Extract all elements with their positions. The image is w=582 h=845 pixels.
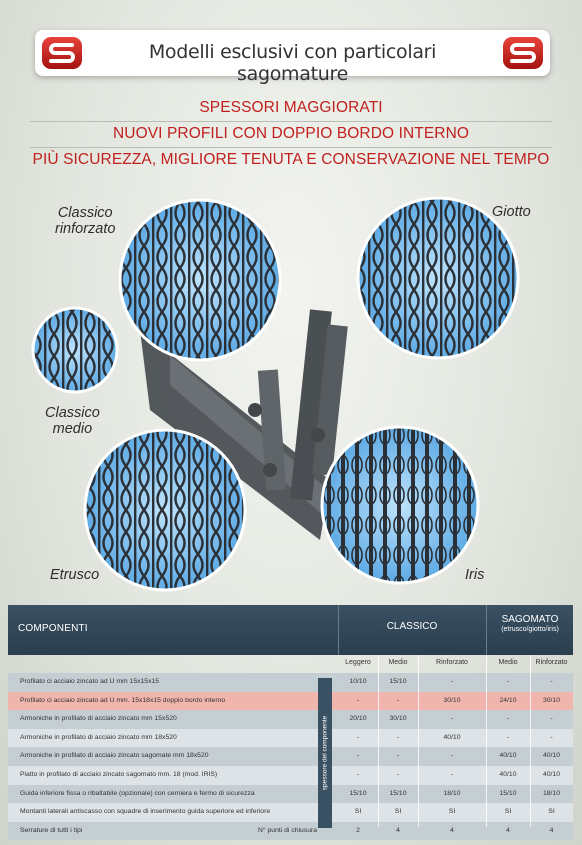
cell: 40/10 [542,770,560,778]
cell: - [550,715,553,723]
brand-logo-icon [41,36,83,70]
table-row [8,766,573,785]
photo-classico-rinforzato [120,200,280,360]
row-label: Profilato ci acciaio zincato ad U mm 15x15x15 [20,678,160,685]
photo-classico-medio [33,308,117,392]
title-banner [35,30,550,85]
product-photo-collage [0,180,582,600]
table-row [8,692,573,711]
cell: - [450,752,454,760]
cell: - [450,770,454,778]
headlines [30,96,552,174]
table-row [8,785,573,804]
subheader-cell: Rinforzato [436,659,468,666]
row-extra-label: N° punti di chiusura [258,826,318,834]
cell: - [450,715,454,723]
vertical-label [318,678,332,828]
cell: 15/10 [499,789,517,797]
cell: SI [448,808,456,816]
header-componenti: COMPONENTI [18,623,88,634]
table-row [8,673,573,692]
label-text: Giotto [492,204,531,220]
table-row [8,822,573,841]
cell: 15/10 [349,789,367,797]
header-sagomato-title: SAGOMATO [501,614,559,625]
cell: SI [354,808,362,816]
subheader-cell: Medio [498,659,518,666]
label-etrusco [50,567,99,583]
cell: - [356,696,360,704]
headline: NUOVI PROFILI CON DOPPIO BORDO INTERNO [30,122,552,148]
header-classico: CLASSICO [386,621,438,632]
cell: 18/10 [443,789,461,797]
cell: SI [504,808,512,816]
cell: 4 [506,826,510,834]
cell: - [506,678,510,685]
cell: - [550,733,553,741]
cell: 40/10 [542,752,560,760]
table-row [8,729,573,748]
cell: 2 [356,826,360,834]
table-row [8,803,573,822]
label-giotto [492,204,531,220]
cell: 4 [549,826,554,834]
cell: 20/10 [349,715,367,723]
photo-iris [322,427,478,583]
table-row [8,747,573,766]
row-label: Profilato ci acciaio zincato ad U mm. 15x18x15 doppio bordo interno [20,696,226,704]
label-text: Classico medio [45,405,100,437]
table-header [8,605,573,655]
label-classico-medio [45,405,100,437]
cell: 30/10 [443,696,461,704]
table-row [8,710,573,729]
row-label: Guida inferiore fissa o ribaltabile (opzionale) con cerniera e fermo di sicurezza [20,789,255,797]
cell: 15/10 [389,678,407,685]
label-iris [465,567,484,583]
cell: - [550,678,553,685]
divider [418,655,419,827]
cell: - [356,752,360,760]
cell: 4 [396,826,400,834]
header-sagomato-sub: (etrusco/giotto/iris) [501,626,559,633]
cell: - [506,715,510,723]
subheader-cell: Medio [388,659,408,666]
cell: SI [394,808,402,816]
cell: - [396,696,400,704]
cell: 30/10 [389,715,407,723]
photo-etrusco [85,430,245,590]
components-table [8,605,573,840]
headline: SPESSORI MAGGIORATI [30,96,552,122]
cell: 40/10 [499,770,517,778]
photo-giotto [358,198,518,358]
row-label: Armoniche in profilato di acciaio zincato mm 15x520 [20,715,177,723]
cell: - [396,733,400,741]
banner-title: Modelli esclusivi con particolari sagomature [148,41,437,85]
row-label: Armoniche in profilato di acciaio zincato mm 18x520 [20,733,177,741]
cell: 40/10 [443,733,461,741]
cell: 4 [450,826,454,834]
cell: - [356,770,360,778]
cell: - [396,770,400,778]
table-subheader [8,655,573,673]
label-classico-rinforzato [55,205,115,237]
divider [530,655,531,827]
cell: 18/10 [542,789,560,797]
divider [486,655,487,827]
row-label: Serrature di tutti i tipi [20,826,83,834]
cell: - [396,752,400,760]
cell: - [506,733,510,741]
cell: SI [548,808,555,816]
label-text: Etrusco [50,567,100,583]
subheader-cell: Leggero [345,659,371,666]
row-label: Montanti laterali antiscasso con squadre di inserimento guida superiore ed inferiore [20,808,271,816]
cell: 15/10 [389,789,407,797]
headline: PIÙ SICUREZZA, MIGLIORE TENUTA E CONSERVAZIONE NEL TEMPO [32,151,550,168]
label-text: Classico rinforzato [55,205,116,237]
vertical-label-text: spessore del componente [321,715,329,791]
row-label: Piatto in profilato di acciaio zincato sagomato mm. 18 (mod. IRIS) [20,770,218,778]
subheader-cell: Rinforzato [535,659,568,666]
label-text: Iris [465,567,485,583]
cell: 24/10 [499,696,517,704]
cell: 10/10 [349,678,367,685]
cell: - [450,678,454,685]
header-sagomato [487,615,573,635]
divider [378,655,379,827]
cell: - [356,733,360,741]
brand-logo-icon [502,36,544,70]
cell: 40/10 [499,752,517,760]
row-label: Armoniche in profilato di acciaio zincato sagomate mm 18x520 [20,752,209,760]
cell: 30/10 [542,696,560,704]
